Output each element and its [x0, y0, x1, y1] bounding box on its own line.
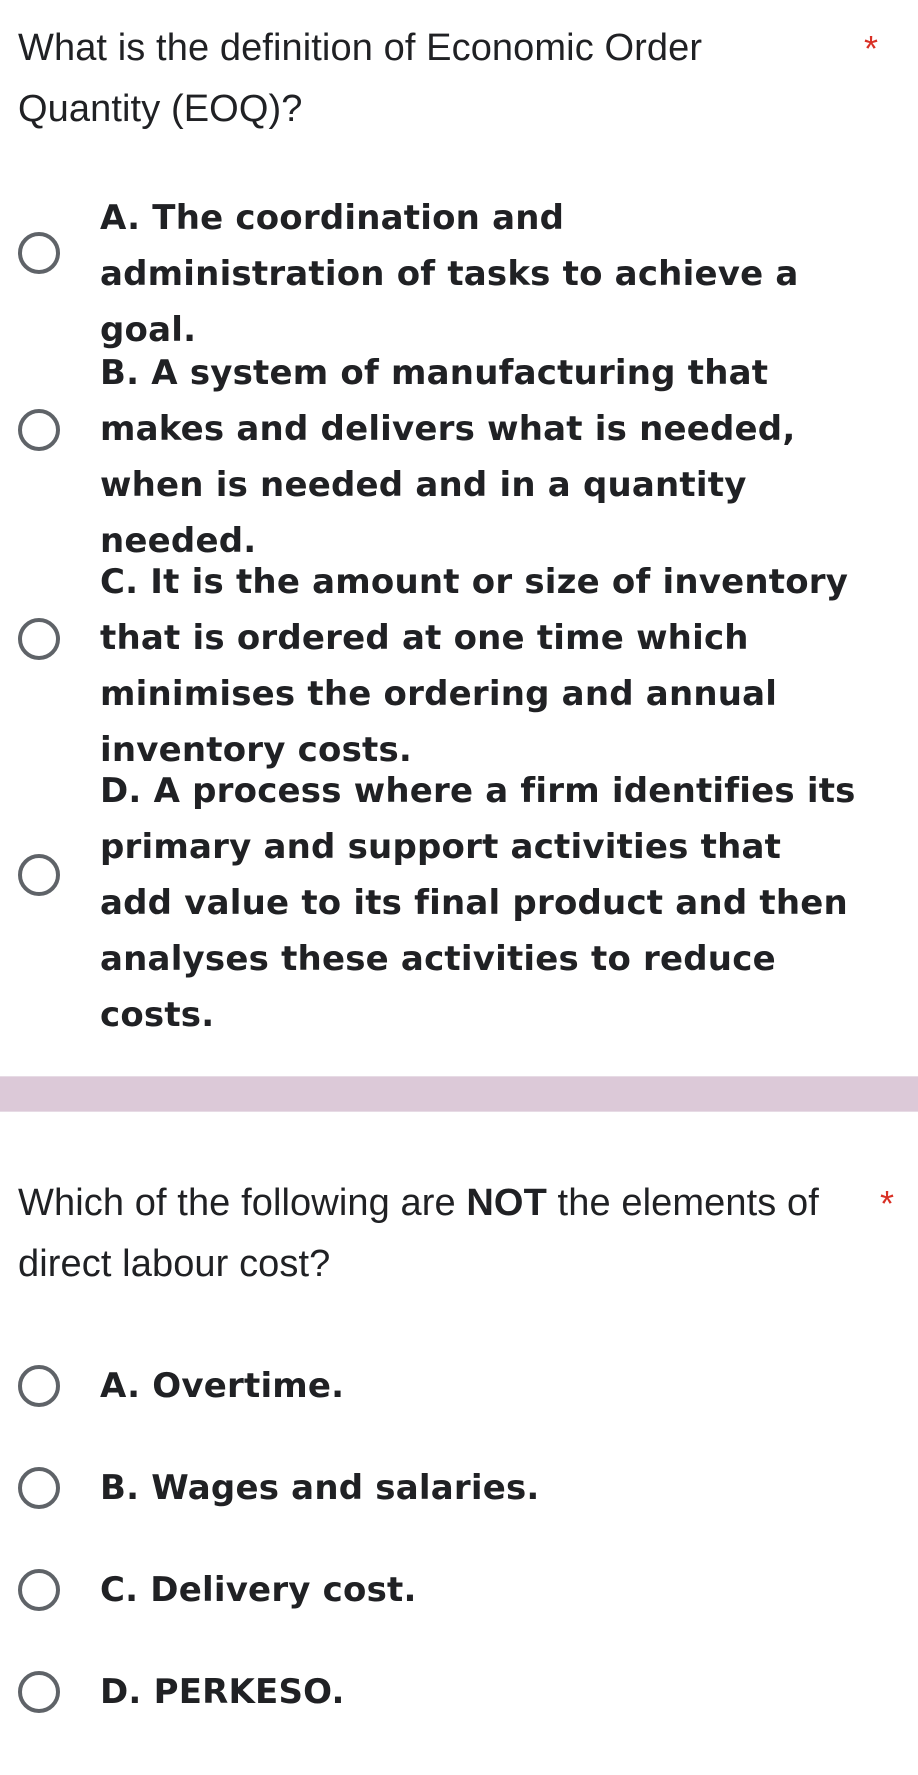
radio-button-a[interactable] — [18, 232, 60, 274]
question-2-option-d[interactable] — [0, 1664, 918, 1720]
question-2-text-start: Which of the following are — [18, 1182, 467, 1224]
radio-button-c[interactable] — [18, 1569, 60, 1611]
question-2-option-b[interactable] — [0, 1460, 918, 1516]
required-asterisk: * — [863, 28, 878, 69]
question-1-option-d[interactable] — [0, 763, 918, 1035]
option-b-label[interactable]: B. Wages and salaries. — [100, 1468, 540, 1508]
option-a-label[interactable]: A. Overtime. — [100, 1366, 345, 1406]
radio-button-d[interactable] — [18, 1671, 60, 1713]
radio-button-d[interactable] — [18, 854, 60, 896]
radio-button-c[interactable] — [18, 618, 60, 660]
question-1 — [0, 0, 918, 140]
option-d-label[interactable]: D. A process where a firm identifies its primary and support activities that add value to its final product and then analyses these activities to reduce costs. — [100, 771, 856, 1035]
question-1-text: What is the definition of Economic Order Quantity (EOQ)? — [18, 27, 703, 130]
question-2-title — [0, 1155, 918, 1295]
option-b-label[interactable]: B. A system of manufacturing that makes and delivers what is needed, when is needed and in a quantity needed. — [100, 353, 796, 561]
radio-button-b[interactable] — [18, 1467, 60, 1509]
question-1-option-a[interactable] — [0, 190, 918, 350]
question-1-title — [0, 0, 918, 140]
question-2-text-end: the elements of direct labour cost? — [18, 1182, 819, 1285]
question-2-option-a[interactable] — [0, 1358, 918, 1414]
radio-button-b[interactable] — [18, 409, 60, 451]
option-a-label[interactable]: A. The coordination and administration of tasks to achieve a goal. — [100, 198, 799, 350]
question-2-text-emphasis: NOT — [466, 1182, 547, 1224]
question-2-option-c[interactable] — [0, 1562, 918, 1618]
section-divider — [0, 1076, 918, 1112]
option-c-label[interactable]: C. Delivery cost. — [100, 1570, 417, 1610]
required-asterisk: * — [879, 1183, 894, 1224]
question-1-option-b[interactable] — [0, 345, 918, 561]
option-d-label[interactable]: D. PERKESO. — [100, 1672, 345, 1712]
question-1-option-c[interactable] — [0, 554, 918, 770]
question-2 — [0, 1155, 918, 1295]
option-c-label[interactable]: C. It is the amount or size of inventory that is ordered at one time which minimises the ordering and annual inventory costs. — [100, 562, 849, 770]
radio-button-a[interactable] — [18, 1365, 60, 1407]
